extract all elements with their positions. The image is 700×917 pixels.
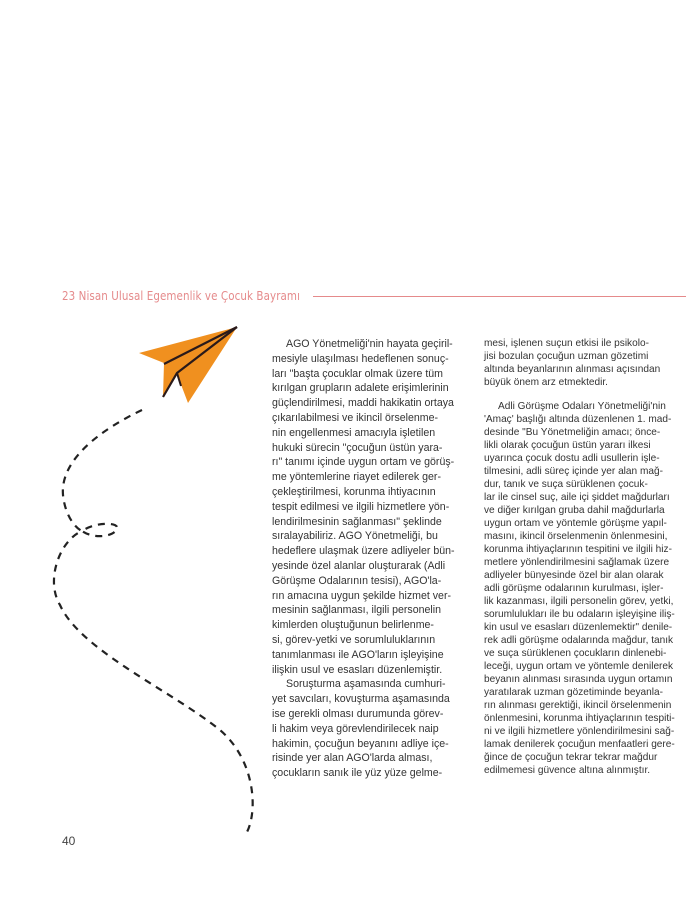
text-line: hedeflere ulaşmak üzere adliyeler bün- [272, 545, 455, 558]
text-line: tespit edilmesi ve ilgili hizmetlere yön- [272, 500, 450, 513]
text-line: önlenmesini, korunma ihtiyaçlarının tespiti- [484, 713, 675, 724]
text-line: çekleştirilmesi, korunma ihtiyacının [272, 485, 436, 498]
text-line: mesinin sağlanması, ilgili personelin [272, 604, 441, 617]
text-line: metlere yönlendirilmesini sağlamak üzere [484, 557, 670, 568]
text-column-right [484, 337, 686, 777]
text-line: dur, tanık ve suça sürüklenen çocuk- [484, 479, 648, 490]
text-line: ise gerekli olması durumunda görev- [272, 707, 444, 720]
text-line: lendirilmesinin sağlanması" şeklinde [272, 515, 442, 528]
text-line: mesi, işlenen suçun etkisi ile psikolo- [484, 338, 649, 349]
text-line: yesinde özel alanlar oluşturarak (Adli [272, 559, 446, 572]
text-line: ve diğer kırılgan gruba dahil mağdurlarla [484, 505, 665, 516]
text-line: beyanın alınması sırasında uygun ortamın [484, 674, 673, 685]
text-line: ları "başta çocuklar olmak üzere tüm [272, 367, 443, 380]
text-line: rı" tanımı içinde uygun ortam ve görüş- [272, 456, 455, 469]
page-number: 40 [62, 834, 76, 848]
text-line: edilmemesi güvence altına alınmıştır. [484, 765, 651, 776]
text-line: sıralayabiliriz. AGO Yönetmeliği, bu [272, 530, 438, 543]
text-line: likli olarak çocuğun üstün yararı ilkesi [484, 440, 651, 451]
paper-plane-icon [139, 327, 237, 403]
dashed-flight-path [54, 410, 253, 832]
text-line: korunma ihtiyaçlarının tespitini ve ilgili hiz- [484, 544, 672, 555]
text-line: li hakim veya görevlendirilecek naip [272, 722, 439, 735]
text-line: adli görüşme odalarının kurulması, işler- [484, 583, 664, 594]
text-line: büyük önem arz etmektedir. [484, 377, 608, 388]
text-line: kin usul ve esasları düzenlemektir" denile- [484, 622, 673, 633]
text-line: ğince de çocuğun tekrar tekrar mağdur [484, 752, 658, 763]
text-line: masını, ikincil örselenmenin önlenmesini, [484, 531, 668, 542]
text-line: uygun ortam ve yöntemle görüşme yapıl- [484, 518, 667, 529]
text-line: hakimin, çocuğun beyanını adliye içe- [272, 737, 449, 750]
text-line: tilmesini, adli süreç içinde yer alan mağ- [484, 466, 663, 477]
text-line: AGO Yönetmeliği'nin hayata geçiril- [286, 338, 453, 350]
text-line: jisi bozulan çocuğun uzman gözetimi [484, 351, 649, 362]
text-line: adliyeler bünyesinde özel bir alan olarak [484, 570, 664, 581]
text-line: sorumlulukları ile bu odaların işleyişine iliş- [484, 609, 675, 620]
text-line: rın amacına uygun şekilde hizmet ver- [272, 589, 451, 602]
text-line: güçlendirilmesi, maddi hakikatin ortaya [272, 397, 454, 410]
paragraph-gap [484, 389, 686, 400]
text-line: desinde "Bu Yönetmeliğin amacı; önce- [484, 427, 661, 438]
text-line: ve suça sürüklenen çocukların dinlenebi- [484, 648, 667, 659]
text-line: yet savcıları, kovuşturma aşamasında [272, 693, 450, 706]
text-line: tanımlanması ile AGO'ların işleyişine [272, 648, 444, 661]
text-line: Adli Görüşme Odaları Yönetmeliği'nin [498, 401, 666, 412]
text-line: hukuki sürecin "çocuğun üstün yara- [272, 441, 443, 454]
text-line: 'Amaç' başlığı altında düzenlenen 1. mad- [484, 414, 672, 425]
text-line: altında beyanlarının alınması açısından [484, 364, 661, 375]
text-line: kimlerden oluştuğunun belirlenme- [272, 619, 434, 632]
text-line: nin engellenmesi amacıyla işletilen [272, 426, 436, 439]
text-line: rın alınması gerektiği, ikincil örselenmenin [484, 700, 672, 711]
text-line: lamak denilerek çocuğun menfaatleri gere- [484, 739, 675, 750]
text-line: Soruşturma aşamasında cumhuri- [286, 678, 446, 691]
text-column-left [272, 337, 470, 781]
text-line: ilişkin usul ve esasları düzenlemiştir. [272, 663, 443, 676]
text-line: uyarınca çocuk dostu adli usullerin işle- [484, 453, 660, 464]
text-line: lar ile cinsel suç, aile içi şiddet mağdurları [484, 492, 670, 503]
text-line: si, görev-yetki ve sorumluluklarının [272, 633, 436, 646]
text-line: mesiyle ulaşılması hedeflenen sonuç- [272, 352, 449, 365]
text-line: leceği, uygun ortam ve yöntemle denilerek [484, 661, 674, 672]
text-line: çocukların sanık ile yüz yüze gelme- [272, 767, 443, 780]
text-line: risinde yer alan AGO'larda alması, [272, 752, 433, 765]
text-line: me yöntemlerine riayet edilerek ger- [272, 471, 441, 484]
text-line: lik kazanması, ilgili personelin görev, yetki, [484, 596, 674, 607]
header-title: 23 Nisan Ulusal Egemenlik ve Çocuk Bayramı [62, 289, 301, 303]
text-line: yaratılarak uzman gözetiminde beyanla- [484, 687, 663, 698]
text-line: ni ve ilgili hizmetlere yönlendirilmesini sağ- [484, 726, 675, 737]
text-line: Görüşme Odalarının tesisi), AGO'la- [272, 574, 442, 587]
text-line: kırılgan grupların adalete erişimlerinin [272, 382, 449, 395]
text-line: rek adli görüşme odalarında mağdur, tanık [484, 635, 674, 646]
text-line: çıkarılabilmesi ve ikincil örselenme- [272, 411, 439, 424]
